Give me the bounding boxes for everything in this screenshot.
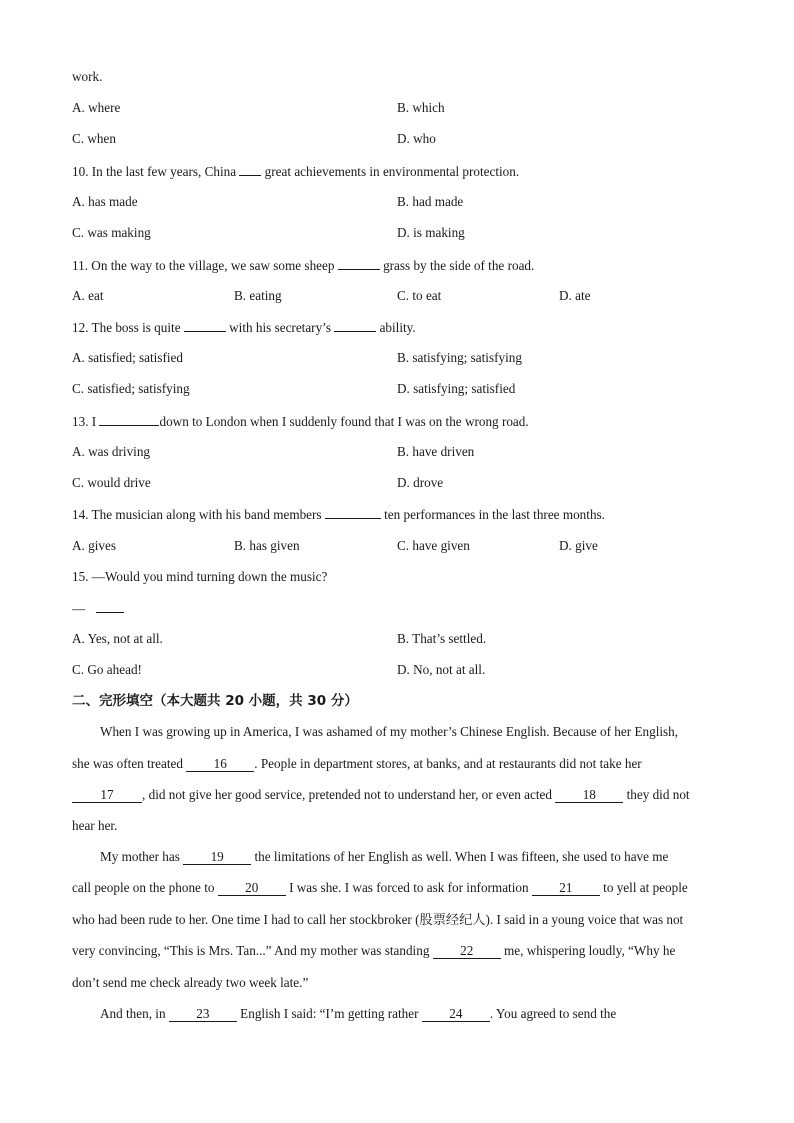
passage-text: very convincing, “This is Mrs. Tan...” And my mother was standing: [72, 943, 430, 958]
cloze-blank-21[interactable]: 21: [532, 881, 600, 896]
q11-option-d[interactable]: D. ate: [559, 288, 591, 303]
q13-option-d[interactable]: D. drove: [397, 475, 444, 490]
q15-options: [72, 631, 732, 647]
passage-text: they did not: [626, 787, 690, 802]
section-2-title: 二、完形填空（本大题共 20 小题，共 30 分）: [72, 693, 358, 709]
passage-p1-line2: [72, 756, 724, 772]
q9-stem-tail: work.: [72, 69, 103, 84]
q10-option-d[interactable]: D. is making: [397, 225, 465, 240]
q13-option-c[interactable]: C. would drive: [72, 475, 151, 490]
passage-p1-line4: hear her.: [72, 818, 118, 833]
q12-blank-2: [334, 319, 376, 332]
q11-stem: [72, 257, 534, 274]
q12-stem-middle: with his secretary’s: [229, 320, 331, 335]
passage-text: My mother has: [100, 849, 180, 864]
q15-option-c[interactable]: C. Go ahead!: [72, 662, 142, 677]
cloze-blank-18[interactable]: 18: [555, 788, 623, 803]
q12-option-b[interactable]: B. satisfying; satisfying: [397, 350, 522, 365]
q14-stem: [72, 506, 605, 523]
q9-option-d[interactable]: D. who: [397, 131, 436, 146]
q10-option-c[interactable]: C. was making: [72, 225, 151, 240]
cloze-blank-16[interactable]: 16: [186, 757, 254, 772]
q13-options-2: [72, 475, 732, 491]
q14-option-b[interactable]: B. has given: [234, 538, 300, 553]
q12-option-a[interactable]: A. satisfied; satisfied: [72, 350, 183, 365]
q11-option-c[interactable]: C. to eat: [397, 288, 442, 303]
q13-blank: [99, 413, 159, 426]
q12-option-d[interactable]: D. satisfying; satisfied: [397, 381, 516, 396]
q15-option-a[interactable]: A. Yes, not at all.: [72, 631, 163, 646]
cloze-blank-20[interactable]: 20: [218, 881, 286, 896]
passage-p2-line1: [100, 849, 752, 865]
q12-option-c[interactable]: C. satisfied; satisfying: [72, 381, 190, 396]
q14-blank: [325, 506, 381, 519]
passage-text: call people on the phone to: [72, 880, 215, 895]
q12-stem: [72, 319, 416, 336]
passage-p2-line2: [72, 880, 724, 896]
q10-stem: [72, 163, 519, 180]
q15-stem: 15. —Would you mind turning down the music?: [72, 569, 328, 584]
q14-stem-before: 14. The musician along with his band members: [72, 507, 322, 522]
cloze-blank-22[interactable]: 22: [433, 944, 501, 959]
passage-p2-line5: don’t send me check already two week late.”: [72, 975, 309, 990]
q14-option-a[interactable]: A. gives: [72, 538, 116, 553]
q9-options: [72, 100, 732, 116]
q15-reply-dash: —: [72, 601, 86, 616]
q13-stem-after: down to London when I suddenly found that I was on the wrong road.: [159, 414, 529, 429]
q13-option-a[interactable]: A. was driving: [72, 444, 151, 459]
q15-options-2: [72, 662, 732, 678]
q12-stem-after: ability.: [379, 320, 416, 335]
q15-option-b[interactable]: B. That’s settled.: [397, 631, 487, 646]
q13-stem: [72, 413, 529, 430]
q14-option-d[interactable]: D. give: [559, 538, 598, 553]
q10-options: [72, 194, 732, 210]
passage-text: to yell at people: [603, 880, 688, 895]
q13-options: [72, 444, 732, 460]
q10-stem-after: great achievements in environmental protection.: [264, 164, 520, 179]
passage-text: the limitations of her English as well. When I was fifteen, she used to have me: [254, 849, 669, 864]
passage-p2-line4: [72, 943, 724, 959]
cloze-blank-17[interactable]: 17: [72, 788, 142, 803]
cloze-blank-24[interactable]: 24: [422, 1007, 490, 1022]
cloze-blank-19[interactable]: 19: [183, 850, 251, 865]
passage-text: . People in department stores, at banks, and at restaurants did not take her: [254, 756, 642, 771]
passage-text: she was often treated: [72, 756, 183, 771]
q14-option-c[interactable]: C. have given: [397, 538, 470, 553]
q11-option-b[interactable]: B. eating: [234, 288, 282, 303]
q10-options-2: [72, 225, 732, 241]
passage-text: , did not give her good service, pretended not to understand her, or even acted: [142, 787, 552, 802]
q9-option-a[interactable]: A. where: [72, 100, 121, 115]
q13-stem-before: 13. I: [72, 414, 97, 429]
passage-p3-line1: [100, 1006, 752, 1022]
q10-stem-before: 10. In the last few years, China: [72, 164, 237, 179]
q12-options-2: [72, 381, 732, 397]
q11-stem-before: 11. On the way to the village, we saw some sheep: [72, 258, 335, 273]
q9-option-c[interactable]: C. when: [72, 131, 116, 146]
q11-stem-after: grass by the side of the road.: [383, 258, 535, 273]
passage-p1-line3: [72, 787, 724, 803]
q11-blank: [338, 257, 380, 270]
passage-p2-line3: who had been rude to her. One time I had to call her stockbroker (股票经纪人). I said in a young voice that was not: [72, 912, 684, 927]
q14-stem-after: ten performances in the last three months.: [384, 507, 605, 522]
passage-p1-line1: When I was growing up in America, I was ashamed of my mother’s Chinese English. Because of her English,: [100, 724, 679, 739]
q10-option-b[interactable]: B. had made: [397, 194, 464, 209]
q13-option-b[interactable]: B. have driven: [397, 444, 475, 459]
passage-text: me, whispering loudly, “Why he: [504, 943, 676, 958]
q15-blank: [96, 600, 124, 613]
passage-text: And then, in: [100, 1006, 166, 1021]
passage-text: English I said: “I’m getting rather: [240, 1006, 419, 1021]
q15-reply: [72, 600, 124, 617]
q10-blank: [239, 163, 261, 176]
passage-text: I was she. I was forced to ask for information: [289, 880, 529, 895]
q9-option-b[interactable]: B. which: [397, 100, 445, 115]
q12-stem-before: 12. The boss is quite: [72, 320, 181, 335]
q15-option-d[interactable]: D. No, not at all.: [397, 662, 486, 677]
q12-options: [72, 350, 732, 366]
cloze-blank-23[interactable]: 23: [169, 1007, 237, 1022]
q9-options-2: [72, 131, 732, 147]
passage-text: . You agreed to send the: [489, 1006, 617, 1021]
q12-blank-1: [184, 319, 226, 332]
q11-options: [72, 288, 732, 304]
q10-option-a[interactable]: A. has made: [72, 194, 138, 209]
q11-option-a[interactable]: A. eat: [72, 288, 104, 303]
q14-options: [72, 538, 732, 554]
